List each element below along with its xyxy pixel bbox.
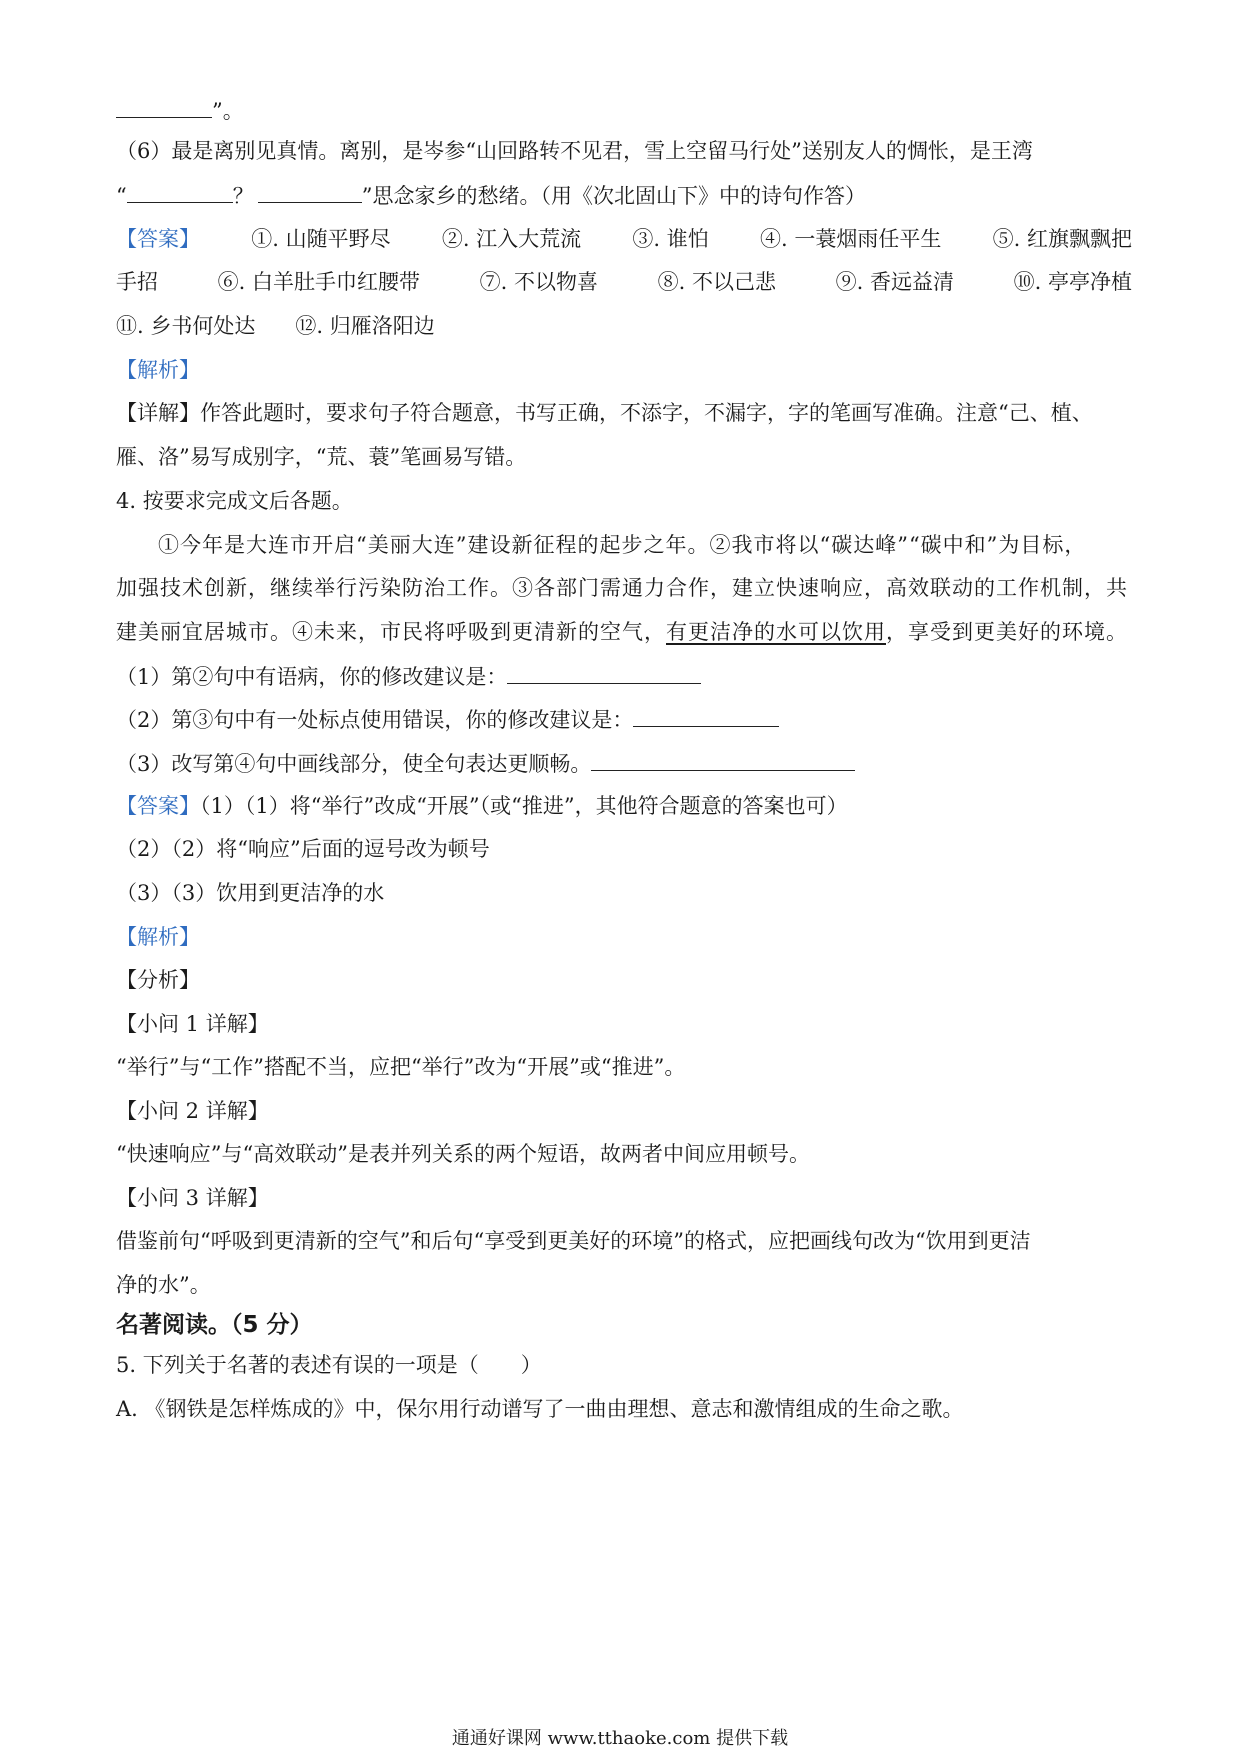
sub-question-text: “举行”与“工作”搭配不当，应把“举行”改为“开展”或“推进”。 xyxy=(116,1055,686,1079)
underlined-phrase: 有更洁净的水可以饮用 xyxy=(666,620,886,644)
q5-stem: 5. 下列关于名著的表述有误的一项是（ ） xyxy=(116,1353,542,1377)
answer-blank xyxy=(127,180,233,203)
sub-question-heading: 【小问 1 详解】 xyxy=(116,1012,269,1036)
q4-stem: 4. 按要求完成文后各题。 xyxy=(116,489,353,513)
q4-answer-line xyxy=(116,791,1132,821)
text-fragment: ？ xyxy=(232,184,254,208)
answer-blank xyxy=(258,180,362,203)
detail-line: 雁、洛”易写成别字，“荒、蓑”笔画易写错。 xyxy=(116,445,527,469)
text-fragment: （3）改写第④句中画线部分，使全句表达更顺畅。 xyxy=(116,752,592,776)
sub-question-text: 借鉴前句“呼吸到更清新的空气”和后句“享受到更美好的环境”的格式，应把画线句改为“饮用到更洁 xyxy=(116,1229,1031,1253)
answer-item: ①. 山随平野尽 xyxy=(251,227,391,251)
q3-answer-row-3 xyxy=(116,311,1132,341)
text-fragment: ”。 xyxy=(212,99,244,123)
answer-item: ②. 江入大荒流 xyxy=(441,227,582,251)
q3-sub6-line2 xyxy=(116,180,1132,211)
text-fragment: （2）第③句中有一处标点使用错误，你的修改建议是： xyxy=(116,708,634,732)
sub-question-text: 净的水”。 xyxy=(116,1273,211,1297)
answer-label: 【答案】 xyxy=(116,794,200,818)
answer-item: ④. 一蓑烟雨任平生 xyxy=(760,227,942,251)
q3-line-fill xyxy=(116,95,1132,126)
answer-item: ⑪. 乡书何处达 xyxy=(116,314,256,338)
answer-blank xyxy=(633,704,779,727)
sub-question-heading: 【小问 2 详解】 xyxy=(116,1099,269,1123)
text-fragment: “ xyxy=(116,184,127,208)
sub-question-heading: 【小问 3 详解】 xyxy=(116,1186,269,1210)
text-fragment: ，享受到更美好的环境。 xyxy=(886,620,1128,644)
q4-sub1 xyxy=(116,661,1132,692)
answer-text: （1）（1）将“举行”改成“开展”（或“推进”，其他符合题意的答案也可） xyxy=(200,794,848,818)
analysis-heading: 【分析】 xyxy=(116,968,200,992)
answer-item: ⑧. 不以己悲 xyxy=(657,270,776,294)
q4-sub2 xyxy=(116,704,1132,735)
answer-blank xyxy=(591,748,855,771)
answer-item: ⑨. 香远益清 xyxy=(835,270,954,294)
answer-item: 手招 xyxy=(116,270,158,294)
answer-item: ⑥. 白羊肚手巾红腰带 xyxy=(217,270,420,294)
q4-answer-line: （2）（2）将“响应”后面的逗号改为顿号 xyxy=(116,837,490,861)
answer-item: ⑩. 亭亭净植 xyxy=(1013,270,1132,294)
answer-blank xyxy=(507,661,701,684)
answer-item: ⑤. 红旗飘飘把 xyxy=(992,227,1132,251)
answer-blank xyxy=(116,95,212,118)
analysis-label: 【解析】 xyxy=(116,925,200,949)
text-fragment: （1）第②句中有语病，你的修改建议是： xyxy=(116,665,508,689)
q4-passage-line: 加强技术创新，继续举行污染防治工作。③各部门需通力合作，建立快速响应，高效联动的工作机制，共 xyxy=(116,576,1128,600)
q5-option-a: A. 《钢铁是怎样炼成的》中，保尔用行动谱写了一曲由理想、意志和激情组成的生命之歌。 xyxy=(116,1397,964,1421)
analysis-label: 【解析】 xyxy=(116,358,200,382)
footer-credit: 通通好课网 www.tthaoke.com 提供下载 xyxy=(451,1728,789,1749)
sub-question-text: “快速响应”与“高效联动”是表并列关系的两个短语，故两者中间应用顿号。 xyxy=(116,1142,810,1166)
answer-item: ③. 谁怕 xyxy=(632,227,709,251)
q3-answer-row-2 xyxy=(116,267,1132,297)
answer-item: ⑦. 不以物喜 xyxy=(479,270,598,294)
q3-sub6-line1: （6）最是离别见真情。离别，是岑参“山回路转不见君，雪上空留马行处”送别友人的惆怅，是王湾 xyxy=(116,139,1033,163)
text-fragment: 建美丽宜居城市。④未来，市民将呼吸到更清新的空气， xyxy=(116,620,666,644)
q4-answer-line: （3）（3）饮用到更洁净的水 xyxy=(116,881,385,905)
q4-passage-line xyxy=(116,617,1132,647)
q3-answer-row-1 xyxy=(116,224,1132,254)
q4-sub3 xyxy=(116,748,1132,779)
answer-label: 【答案】 xyxy=(116,227,200,251)
q4-passage-line: ①今年是大连市开启“美丽大连”建设新征程的起步之年。②我市将以“碳达峰”“碳中和”为目标， xyxy=(158,533,1087,557)
answer-item: ⑫. 归雁洛阳边 xyxy=(295,314,435,338)
section-title: 名著阅读。（5 分） xyxy=(116,1312,313,1338)
detail-line: 【详解】作答此题时，要求句子符合题意，书写正确，不添字，不漏字，字的笔画写准确。注意“己、植、 xyxy=(116,401,1093,425)
text-fragment: ”思念家乡的愁绪。（用《次北固山下》中的诗句作答） xyxy=(361,184,866,208)
